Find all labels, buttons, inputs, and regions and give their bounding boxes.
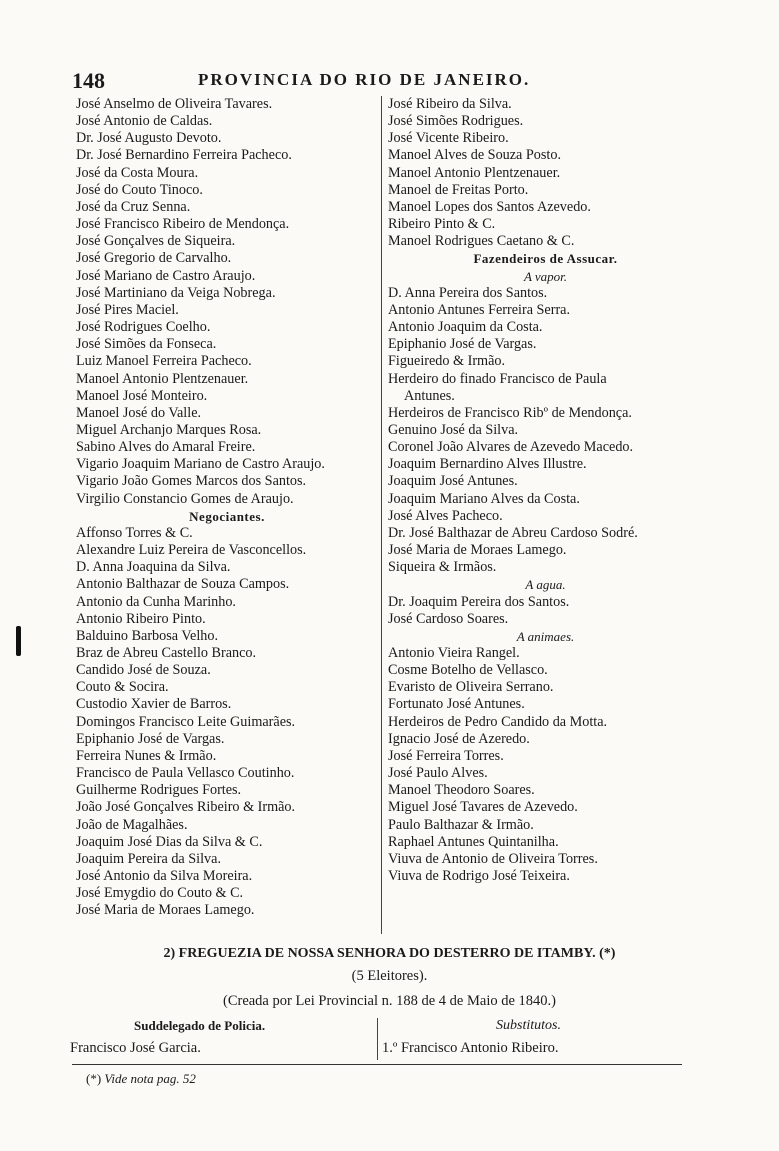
list-item: Joaquim Pereira da Silva. (76, 850, 221, 867)
list-item: Guilherme Rodrigues Fortes. (76, 782, 242, 799)
list-item: Vigario Joaquim Mariano de Castro Araujo. (76, 456, 325, 473)
list-item: João José Gonçalves Ribeiro & Irmão. (76, 799, 296, 816)
list-item: Antonio da Cunha Marinho. (76, 593, 236, 610)
list-item: Ignacio José de Azeredo. (388, 730, 530, 747)
list-item: José Martiniano da Veiga Nobrega. (76, 284, 276, 301)
list-item: José Alves Pacheco. (388, 507, 503, 524)
list-item: Joaquim Bernardino Alves Illustre. (388, 456, 587, 473)
list-item: José do Couto Tinoco. (76, 181, 203, 198)
list-item: Figueiredo & Irmão. (388, 353, 506, 370)
list-item: Alexandre Luiz Pereira de Vasconcellos. (76, 542, 307, 559)
creation-note: (Creada por Lei Provincial n. 188 de 4 de Maio de 1840.) (222, 993, 556, 1009)
column-divider (381, 96, 382, 934)
list-item: José Anselmo de Oliveira Tavares. (76, 96, 273, 112)
list-item: Dr. José Balthazar de Abreu Cardoso Sodré. (388, 524, 638, 541)
list-item: José Pires Maciel. (76, 301, 179, 318)
substituto-name: 1.º Francisco Antonio Ribeiro. (382, 1040, 559, 1056)
list-item: Manoel Antonio Plentzenauer. (76, 370, 249, 387)
list-item: Epiphanio José de Vargas. (388, 336, 537, 353)
list-item: Custodio Xavier de Barros. (76, 696, 232, 713)
list-item: José Ribeiro da Silva. (388, 96, 512, 112)
list-item: José Gonçalves de Siqueira. (76, 233, 236, 250)
list-item: José Antonio da Silva Moreira. (76, 868, 253, 885)
list-item: José Simões da Fonseca. (76, 336, 217, 353)
list-item: Francisco de Paula Vellasco Coutinho. (76, 765, 295, 782)
list-item: Antonio Vieira Rangel. (388, 645, 520, 661)
list-item: Manoel Rodrigues Caetano & C. (388, 233, 575, 250)
list-item: Antunes. (404, 387, 455, 404)
list-item: José Francisco Ribeiro de Mendonça. (76, 216, 290, 233)
substitutos-heading: Substitutos. (496, 1018, 561, 1033)
list-item: Dr. Joaquim Pereira dos Santos. (388, 593, 570, 610)
list-item: Raphael Antunes Quintanilha. (388, 833, 559, 850)
list-item: Manoel Antonio Plentzenauer. (388, 164, 561, 181)
list-item: Manoel Theodoro Soares. (388, 782, 535, 799)
list-item: Luiz Manoel Ferreira Pacheco. (76, 353, 252, 370)
suddelegado-heading: Suddelegado de Policia. (134, 1018, 266, 1033)
list-item: José Simões Rodrigues. (388, 113, 524, 130)
list-item: Domingos Francisco Leite Guimarães. (76, 713, 296, 730)
list-item: Vigario João Gomes Marcos dos Santos. (76, 473, 307, 490)
binding-mark (16, 626, 21, 656)
list-item: Miguel Archanjo Marques Rosa. (76, 421, 262, 438)
list-item: Viuva de Rodrigo José Teixeira. (388, 868, 570, 885)
list-item: José Paulo Alves. (388, 765, 488, 782)
list-item: José Vicente Ribeiro. (388, 130, 509, 147)
list-item: D. Anna Joaquina da Silva. (76, 559, 231, 576)
suddelegado-name: Francisco José Garcia. (70, 1040, 201, 1056)
list-item: José Ferreira Torres. (388, 747, 504, 764)
list-item: Cosme Botelho de Vellasco. (388, 662, 548, 679)
list-item: José Rodrigues Coelho. (76, 319, 211, 336)
list-item: Antonio Joaquim da Costa. (388, 319, 543, 336)
section-heading: Negociantes. (189, 508, 265, 524)
list-item: José Maria de Moraes Lamego. (388, 542, 567, 559)
list-item: Virgilio Constancio Gomes de Araujo. (76, 490, 294, 507)
footnote-rule (72, 1064, 682, 1065)
list-item: Candido José de Souza. (76, 662, 211, 679)
list-item: Manoel Lopes dos Santos Azevedo. (388, 198, 591, 215)
list-item: Epiphanio José de Vargas. (76, 730, 225, 747)
list-item: Viuva de Antonio de Oliveira Torres. (388, 850, 598, 867)
list-item: José Gregorio de Carvalho. (76, 250, 232, 267)
list-item: Herdeiros de Pedro Candido da Motta. (388, 713, 608, 730)
list-item: José Maria de Moraes Lamego. (76, 902, 255, 919)
list-item: Sabino Alves do Amaral Freire. (76, 439, 256, 456)
list-item: Ferreira Nunes & Irmão. (76, 747, 217, 764)
list-item: Braz de Abreu Castello Branco. (76, 645, 257, 661)
list-item: José da Cruz Senna. (76, 198, 191, 215)
list-item: Paulo Balthazar & Irmão. (388, 816, 534, 833)
electors-count: (5 Eleitores). (351, 968, 428, 984)
list-item: D. Anna Pereira dos Santos. (388, 284, 548, 301)
list-item: Genuino José da Silva. (388, 421, 519, 438)
list-item: Affonso Torres & C. (76, 524, 193, 541)
list-item: Manoel José Monteiro. (76, 387, 208, 404)
list-item: Evaristo de Oliveira Serrano. (388, 679, 554, 696)
list-item: José Emygdio do Couto & C. (76, 885, 244, 902)
list-item: Joaquim José Dias da Silva & C. (76, 833, 263, 850)
list-item: Manoel José do Valle. (76, 404, 202, 421)
list-item: Miguel José Tavares de Azevedo. (388, 799, 578, 816)
list-item: Antonio Ribeiro Pinto. (76, 610, 206, 627)
list-item: Fortunato José Antunes. (388, 696, 525, 713)
list-item: Joaquim Mariano Alves da Costa. (388, 490, 580, 507)
section-heading: Fazendeiros de Assucar. (473, 251, 618, 267)
list-item: João de Magalhães. (76, 816, 188, 833)
section-subheading: A vapor. (523, 268, 568, 284)
list-item: Ribeiro Pinto & C. (388, 216, 496, 233)
list-item: Herdeiros de Francisco Ribº de Mendonça. (388, 404, 632, 421)
right-column (388, 96, 703, 885)
footnote-text: Vide nota pag. 52 (104, 1071, 196, 1086)
page-number: 148 (72, 68, 105, 93)
page-title: PROVINCIA DO RIO DE JANEIRO. (198, 70, 531, 89)
list-item: Herdeiro do finado Francisco de Paula (388, 370, 607, 387)
list-item: José Antonio de Caldas. (76, 113, 213, 130)
list-item: Coronel João Alvares de Azevedo Macedo. (388, 439, 634, 456)
list-item: Couto & Socira. (76, 679, 169, 696)
list-item: Balduino Barbosa Velho. (76, 627, 218, 644)
section-subheading: A animaes. (516, 628, 575, 644)
list-item: Dr. José Augusto Devoto. (76, 130, 222, 147)
left-column (76, 96, 378, 920)
footnote-marker: (*) (86, 1071, 102, 1086)
list-item: Joaquim José Antunes. (388, 473, 518, 490)
list-item: José da Costa Moura. (76, 164, 199, 181)
list-item: Antonio Balthazar de Souza Campos. (76, 576, 290, 593)
list-item: José Mariano de Castro Araujo. (76, 267, 256, 284)
list-item: Manoel Alves de Souza Posto. (388, 147, 561, 164)
parish-title: 2) FREGUEZIA DE NOSSA SENHORA DO DESTERRO DE ITAMBY. (*) (163, 946, 616, 961)
list-item: Antonio Antunes Ferreira Serra. (388, 301, 571, 318)
section-divider (377, 1018, 378, 1060)
section-subheading: A agua. (525, 577, 566, 593)
list-item: Manoel de Freitas Porto. (388, 181, 529, 198)
list-item: José Cardoso Soares. (388, 610, 509, 627)
list-item: Siqueira & Irmãos. (388, 559, 497, 576)
footnote (86, 1071, 196, 1087)
list-item: Dr. José Bernardino Ferreira Pacheco. (76, 147, 292, 164)
